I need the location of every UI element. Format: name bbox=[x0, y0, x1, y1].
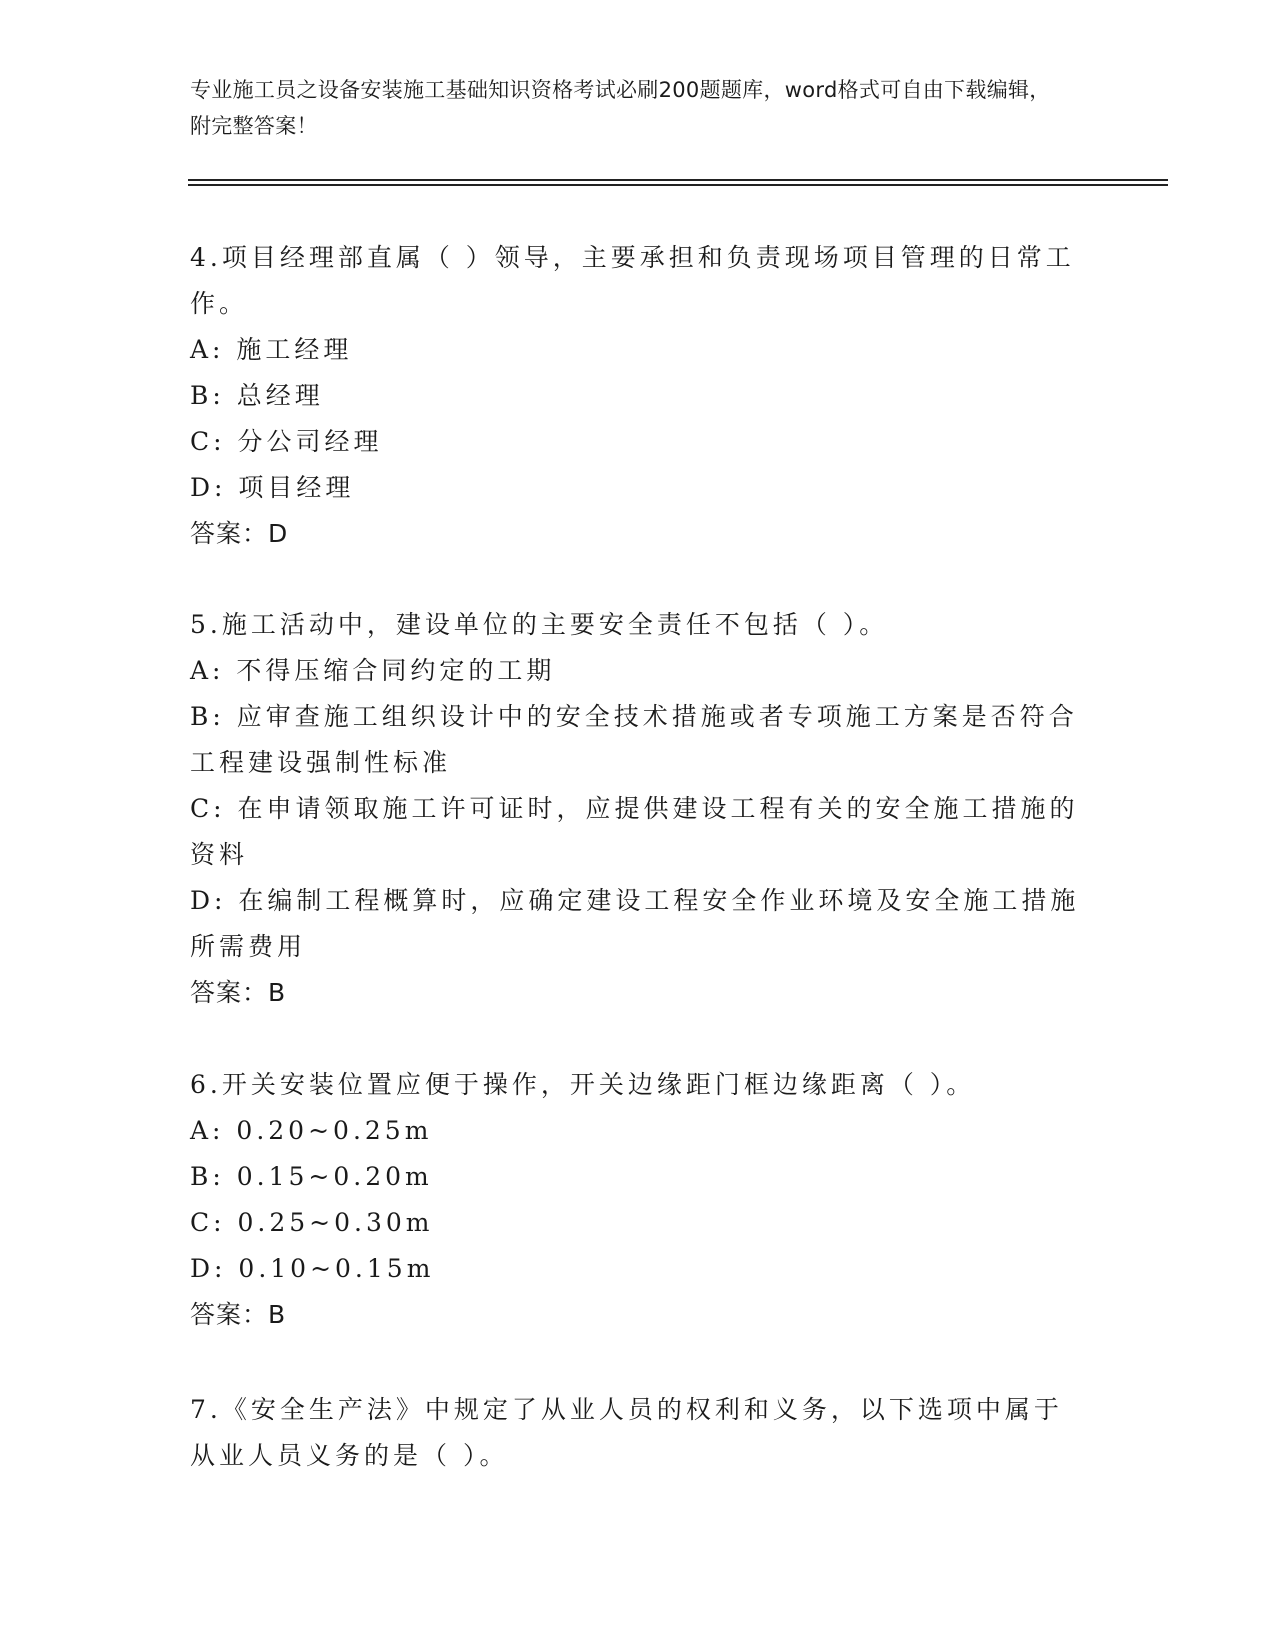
question-6 bbox=[190, 1062, 1090, 1338]
question-5 bbox=[190, 602, 1090, 1016]
header-rule-top bbox=[188, 179, 1168, 181]
option-c: C: 0.25~0.30m bbox=[190, 1208, 434, 1237]
option-a: A: 施工经理 bbox=[190, 335, 353, 364]
header-rule-bottom bbox=[188, 184, 1168, 186]
option-a: A: 不得压缩合同约定的工期 bbox=[190, 656, 556, 685]
answer-line: 答案：B bbox=[190, 978, 287, 1007]
answer-line: 答案：B bbox=[190, 1300, 287, 1329]
question-7 bbox=[190, 1387, 1090, 1479]
option-b: B: 总经理 bbox=[190, 381, 324, 410]
question-stem: 7.《安全生产法》中规定了从业人员的权利和义务，以下选项中属于从业人员义务的是（ ）。 bbox=[190, 1395, 1063, 1470]
option-d: D: 项目经理 bbox=[190, 473, 355, 502]
option-d: D: 在编制工程概算时，应确定建设工程安全作业环境及安全施工措施所需费用 bbox=[190, 886, 1080, 961]
option-b: B: 应审查施工组织设计中的安全技术措施或者专项施工方案是否符合工程建设强制性标准 bbox=[190, 702, 1078, 777]
question-stem: 4.项目经理部直属（ ）领导，主要承担和负责现场项目管理的日常工作。 bbox=[190, 243, 1075, 318]
answer-line: 答案：D bbox=[190, 519, 289, 548]
question-stem: 6.开关安装位置应便于操作，开关边缘距门框边缘距离（ ）。 bbox=[190, 1070, 976, 1099]
option-a: A: 0.20~0.25m bbox=[190, 1116, 433, 1145]
document-header-note: 专业施工员之设备安装施工基础知识资格考试必刷200题题库，word格式可自由下载编辑，附完整答案！ bbox=[190, 78, 1051, 138]
option-b: B: 0.15~0.20m bbox=[190, 1162, 433, 1191]
question-stem: 5.施工活动中，建设单位的主要安全责任不包括（ ）。 bbox=[190, 610, 889, 639]
option-c: C: 分公司经理 bbox=[190, 427, 383, 456]
option-c: C: 在申请领取施工许可证时，应提供建设工程有关的安全施工措施的资料 bbox=[190, 794, 1079, 869]
option-d: D: 0.10~0.15m bbox=[190, 1254, 435, 1283]
question-4 bbox=[190, 235, 1090, 557]
